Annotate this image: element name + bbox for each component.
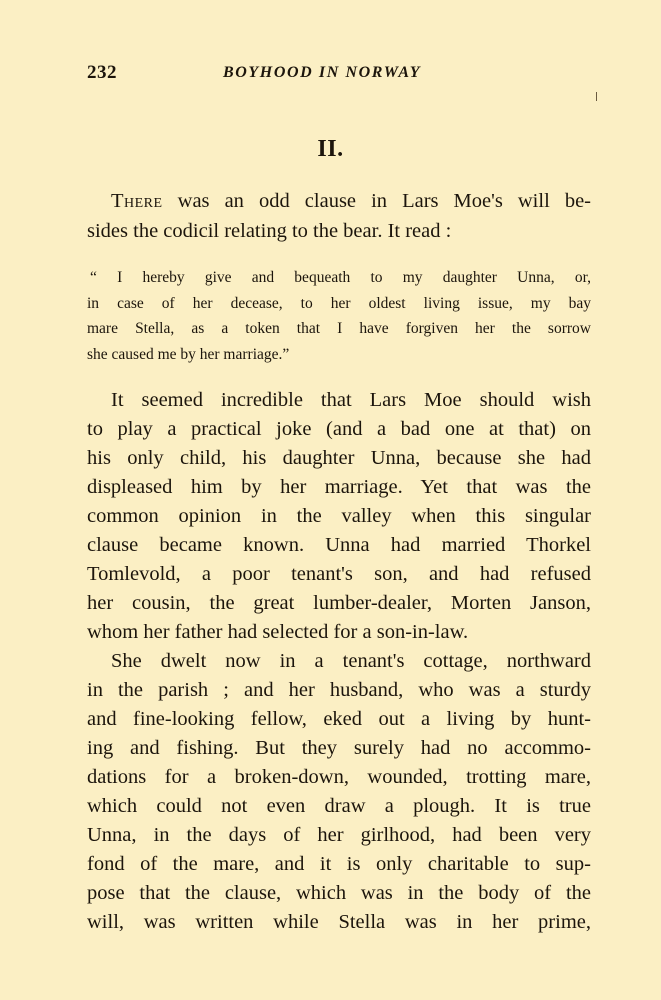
body-line: Unna, in the days of her girlhood, had been very	[87, 824, 591, 846]
margin-mark	[596, 92, 597, 101]
quote-line: she caused me by her marriage.”	[87, 345, 290, 363]
body-line: in the parish ; and her husband, who was a sturdy	[87, 679, 591, 701]
body-line: ing and fishing. But they surely had no accommo-	[87, 737, 591, 759]
page-number: 232	[87, 62, 117, 83]
will-quotation	[87, 265, 591, 367]
running-title: BOYHOOD IN NORWAY	[223, 64, 422, 81]
body-line: and fine-looking fellow, eked out a living by hunt-	[87, 708, 591, 730]
body-line: pose that the clause, which was in the body of the	[87, 882, 591, 904]
intro-line-1-text: was an odd clause in Lars Moe's will be-	[162, 190, 591, 212]
body-line: which could not even draw a plough. It is true	[87, 795, 591, 817]
body-line: her cousin, the great lumber-dealer, Morten Janson,	[87, 592, 591, 614]
quote-line: “ I hereby give and bequeath to my daughter Unna, or,	[90, 269, 591, 286]
quote-line: in case of her decease, to her oldest living issue, my bay	[87, 294, 591, 312]
page-header	[87, 62, 591, 86]
intro-line-1	[87, 186, 591, 216]
body-line: dations for a broken-down, wounded, trotting mare,	[87, 766, 591, 788]
intro-smallcaps-word: There	[111, 190, 163, 212]
body-line: his only child, his daughter Unna, because she had	[87, 447, 591, 469]
body-line: will, was written while Stella was in her prime,	[87, 911, 591, 933]
body-line: clause became known. Unna had married Thorkel	[87, 534, 591, 556]
body-line: common opinion in the valley when this singular	[87, 505, 591, 527]
body-line: whom her father had selected for a son-in-law.	[87, 621, 469, 643]
body-line: fond of the mare, and it is only charitable to sup-	[87, 853, 591, 875]
body-line: She dwelt now in a tenant's cottage, northward	[111, 650, 591, 672]
body-text	[87, 386, 591, 937]
body-line: It seemed incredible that Lars Moe should wish	[111, 389, 591, 411]
quote-line: mare Stella, as a token that I have forgiven her the sorrow	[87, 320, 591, 338]
intro-paragraph	[87, 186, 591, 246]
body-line: displeased him by her marriage. Yet that was the	[87, 476, 591, 498]
chapter-heading: II.	[317, 136, 344, 162]
intro-line-2: sides the codicil relating to the bear. It read :	[87, 220, 452, 242]
body-line: Tomlevold, a poor tenant's son, and had refused	[87, 563, 591, 585]
body-line: to play a practical joke (and a bad one at that) on	[87, 418, 591, 440]
